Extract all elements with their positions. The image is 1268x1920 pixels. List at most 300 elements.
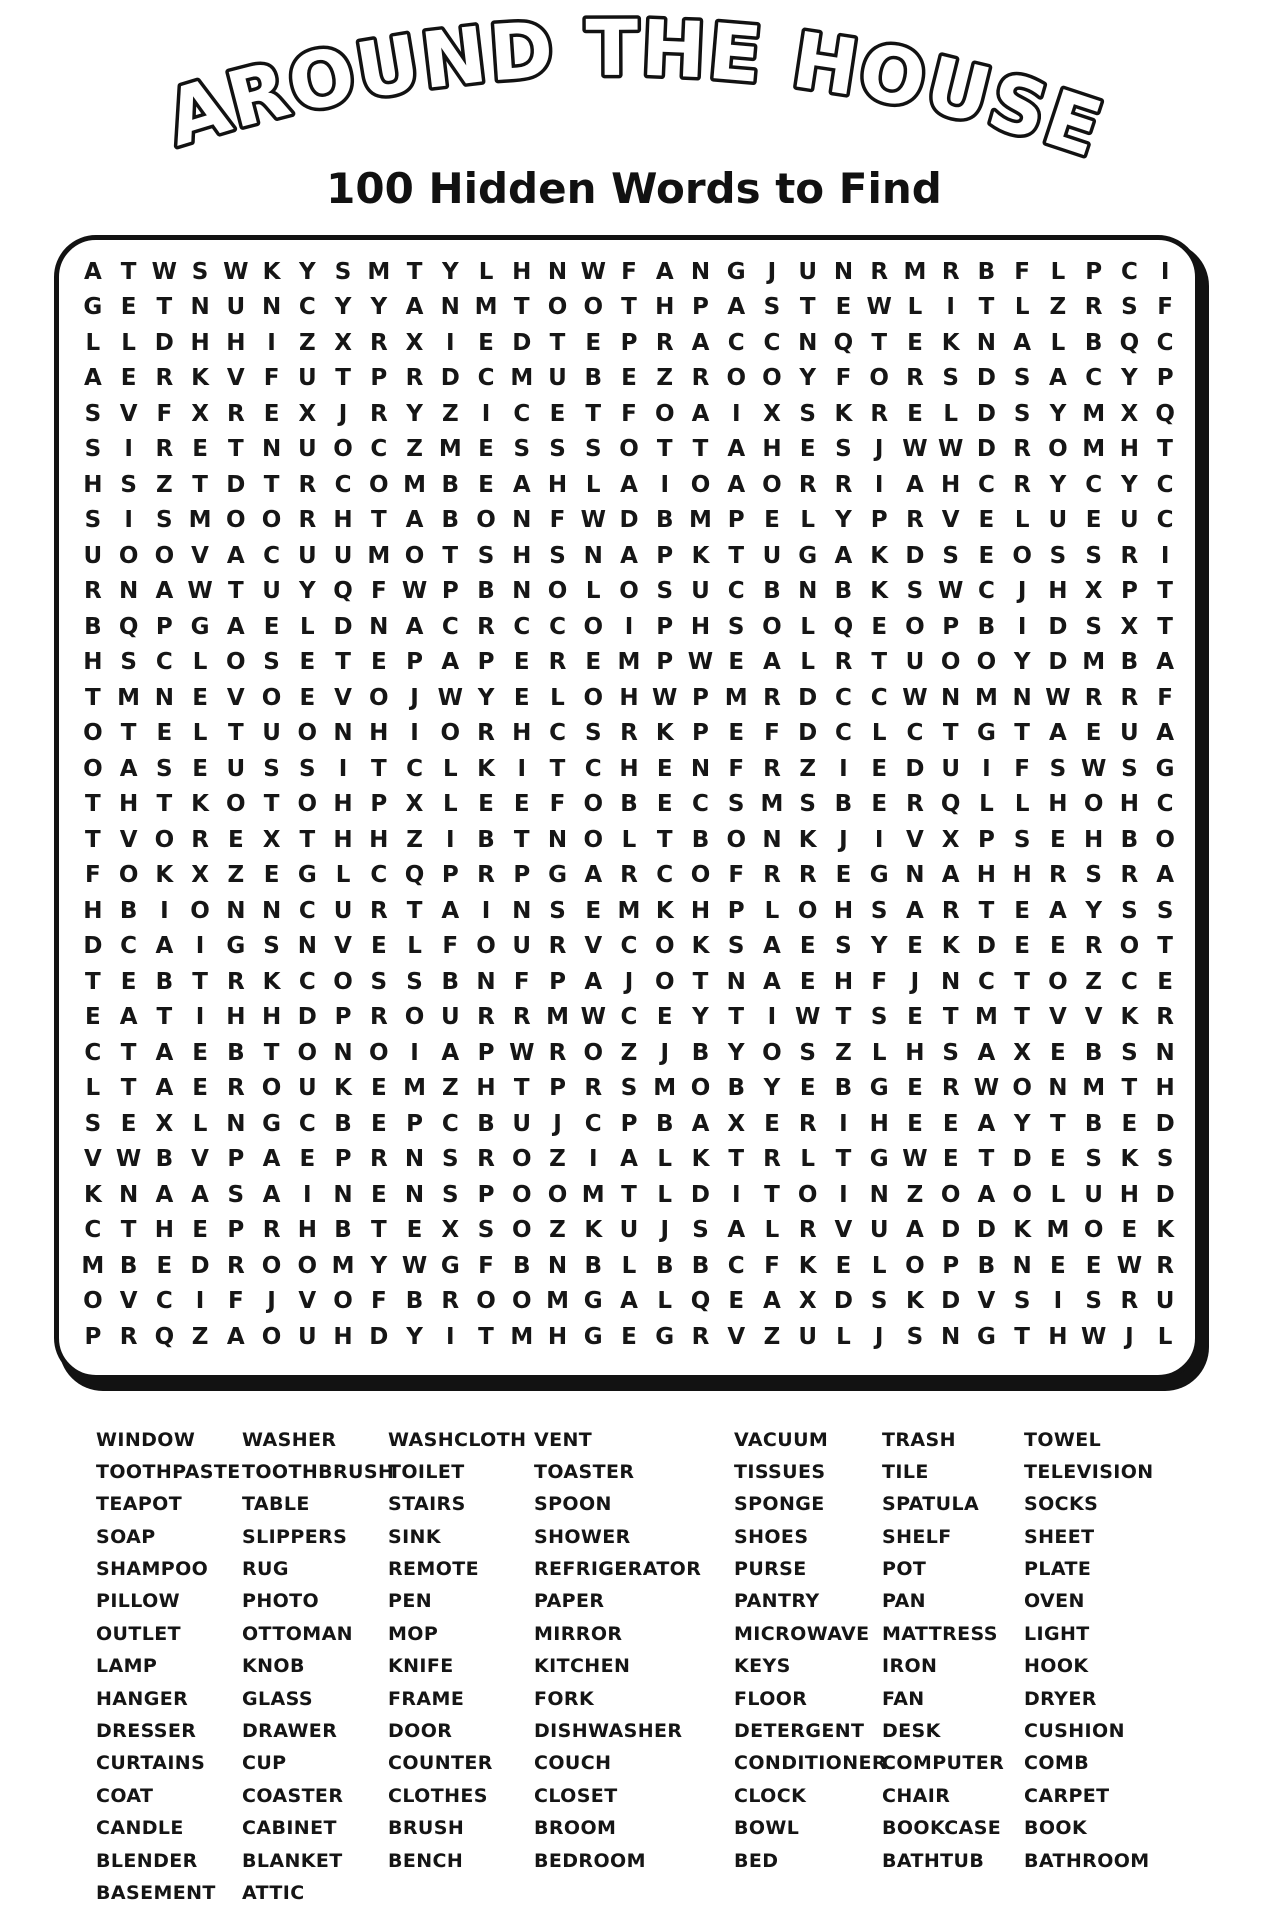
word-item: SHELF [882,1525,952,1548]
grid-cell: J [1125,1323,1134,1350]
grid-cell: D [690,1181,711,1208]
grid-cell: W [902,684,928,711]
grid-cell: R [834,649,853,676]
grid-cell: L [800,1146,816,1173]
grid-cell: R [477,862,495,889]
grid-cell: H [547,1323,568,1350]
grid-cell: A [155,578,174,605]
grid-cell: U [297,365,317,392]
grid-cell: L [871,720,887,747]
grid-cell: H [118,791,139,818]
grid-cell: O [333,436,353,463]
grid-cell: Z [156,471,173,498]
grid-cell: O [1012,1181,1032,1208]
grid-cell: C [835,720,852,747]
grid-cell: N [512,578,532,605]
grid-cell: H [83,649,103,676]
grid-cell: E [549,400,566,427]
grid-cell: D [440,365,460,392]
grid-cell: N [440,294,460,321]
grid-cell: H [1048,578,1068,605]
grid-cell: X [1013,1039,1032,1066]
grid-cell: L [442,791,458,818]
grid-cell: R [798,471,817,498]
grid-cell: U [762,542,782,569]
grid-cell: P [942,1252,960,1279]
grid-cell: C [977,578,995,605]
grid-cell: E [871,755,888,782]
grid-cell: T [549,329,566,356]
grid-cell: A [155,1075,174,1102]
grid-cell: S [1049,755,1067,782]
grid-cell: J [660,1217,670,1244]
grid-cell: L [800,613,816,640]
grid-cell: M [1082,649,1106,676]
grid-cell: O [547,578,568,605]
word-item: BATHTUB [882,1849,985,1872]
grid-cell: R [119,1323,138,1350]
grid-cell: B [834,578,853,605]
grid-cell: N [583,542,603,569]
word-item: TOOTHBRUSH [242,1460,395,1483]
grid-cell: Z [298,329,316,356]
page-subtitle: 100 Hidden Words to Find [326,164,942,213]
word-item: SHAMPOO [96,1558,209,1581]
grid-cell: O [905,613,925,640]
word-item: OUTLET [96,1622,181,1645]
grid-cell: P [656,542,674,569]
word-item: COUCH [534,1752,612,1775]
grid-cell: E [907,1075,923,1102]
grid-cell: K [798,826,817,853]
grid-cell: N [154,684,174,711]
grid-cell: R [155,365,174,392]
grid-cell: L [764,1217,780,1244]
grid-cell: A [119,1004,138,1031]
grid-cell: M [617,649,641,676]
grid-cell: R [1156,1252,1174,1279]
grid-cell: Q [118,613,139,640]
grid-cell: N [547,1252,568,1279]
grid-cell: C [155,1288,173,1315]
grid-cell: H [261,1004,282,1031]
word-item: TOASTER [534,1460,635,1483]
grid-cell: T [442,542,459,569]
grid-cell: L [85,1075,101,1102]
grid-cell: O [1048,436,1068,463]
grid-cell: T [585,400,602,427]
grid-cell: O [83,755,103,782]
grid-cell: U [905,649,925,676]
grid-cell: F [549,507,566,534]
grid-cell: T [1157,436,1173,463]
grid-cell: I [874,826,884,853]
grid-cell: B [727,1075,745,1102]
grid-cell: H [1048,1323,1068,1350]
grid-cell: R [763,1146,781,1173]
grid-cell: W [580,1004,606,1031]
grid-cell: F [871,968,888,995]
grid-cell: O [797,1181,818,1208]
grid-cell: F [621,258,637,285]
grid-cell: B [84,613,102,640]
grid-cell: B [763,578,781,605]
grid-cell: L [585,578,601,605]
grid-cell: S [799,1039,816,1066]
grid-cell: L [800,507,816,534]
grid-cell: L [657,1146,673,1173]
grid-cell: A [834,542,853,569]
grid-cell: K [1013,1217,1032,1244]
grid-cell: E [1014,897,1031,924]
grid-cell: F [370,578,387,605]
grid-cell: I [446,826,455,853]
grid-cell: D [154,329,174,356]
grid-cell: W [687,649,714,676]
grid-cell: B [227,1039,245,1066]
grid-cell: Q [333,578,353,605]
grid-cell: P [692,720,709,747]
grid-cell: T [1014,720,1030,747]
grid-cell: T [692,968,709,995]
grid-cell: E [835,1252,852,1279]
word-item: TOWEL [1024,1428,1102,1451]
grid-cell: A [977,1039,996,1066]
grid-cell: H [619,684,639,711]
grid-cell: E [478,436,494,463]
grid-cell: A [1156,649,1175,676]
grid-cell: T [942,720,959,747]
grid-cell: O [297,1039,318,1066]
grid-cell: E [1121,1217,1138,1244]
word-item: STAIRS [388,1493,466,1516]
grid-cell: S [1085,613,1102,640]
grid-cell: S [84,507,102,534]
grid-cell: L [907,294,923,321]
grid-cell: G [583,1323,603,1350]
grid-cell: U [297,1075,317,1102]
grid-cell: C [620,1004,638,1031]
grid-cell: S [549,436,566,463]
grid-cell: A [262,1181,281,1208]
grid-cell: C [263,542,281,569]
word-item: FLOOR [734,1687,808,1710]
grid-cell: O [1155,826,1175,853]
word-item: SOCKS [1024,1493,1099,1516]
grid-cell: T [335,649,351,676]
header [0,0,1268,213]
grid-cell: J [874,436,884,463]
grid-cell: F [156,400,173,427]
grid-cell: P [370,365,388,392]
grid-cell: A [763,649,781,676]
grid-cell: O [583,613,604,640]
grid-cell: W [973,1075,1000,1102]
grid-cell: S [441,1181,459,1208]
grid-cell: P [441,862,459,889]
grid-cell: N [1048,1075,1068,1102]
grid-cell: E [120,968,137,995]
word-item: REMOTE [388,1558,480,1581]
grid-cell: P [441,578,459,605]
grid-cell: U [262,578,281,605]
grid-cell: R [298,471,317,498]
grid-cell: R [477,613,495,640]
grid-cell: L [1014,294,1030,321]
grid-cell: A [405,613,424,640]
word-item: BOOKCASE [882,1817,1002,1840]
grid-cell: E [156,720,173,747]
grid-cell: G [976,720,996,747]
grid-cell: T [1014,1004,1030,1031]
grid-cell: I [338,755,348,782]
grid-cell: A [763,968,781,995]
grid-cell: V [119,400,138,427]
grid-cell: U [941,755,961,782]
grid-cell: U [83,542,103,569]
grid-cell: S [763,294,781,321]
grid-cell: X [155,1110,174,1137]
grid-cell: S [334,258,352,285]
grid-cell: W [401,578,428,605]
grid-cell: M [1046,1217,1070,1244]
grid-cell: R [369,1146,388,1173]
grid-cell: O [369,1039,389,1066]
grid-cell: E [764,1110,780,1137]
grid-cell: S [799,400,816,427]
grid-cell: G [262,1110,282,1137]
grid-cell: A [1013,329,1032,356]
grid-cell: T [227,436,244,463]
grid-cell: O [690,862,711,889]
grid-cell: F [835,365,852,392]
grid-cell: S [191,258,209,285]
grid-cell: N [512,897,532,924]
grid-cell: E [728,720,745,747]
grid-cell: B [1084,329,1103,356]
grid-cell: A [906,471,924,498]
grid-cell: E [907,1110,923,1137]
word-item: BASEMENT [96,1881,216,1904]
grid-cell: S [84,1110,102,1137]
grid-cell: Y [1049,471,1067,498]
grid-cell: E [120,365,137,392]
grid-cell: T [871,649,888,676]
grid-cell: G [655,1323,675,1350]
grid-cell: E [799,968,816,995]
grid-cell: U [619,1217,639,1244]
grid-cell: Q [1119,329,1140,356]
grid-cell: R [834,471,853,498]
grid-cell: O [797,897,818,924]
grid-cell: R [655,329,674,356]
grid-cell: S [120,471,137,498]
grid-cell: A [906,1217,924,1244]
grid-cell: T [871,329,888,356]
grid-cell: E [192,1217,208,1244]
grid-cell: L [1014,507,1030,534]
grid-cell: P [1085,258,1103,285]
grid-cell: K [941,329,960,356]
grid-cell: E [370,649,387,676]
grid-cell: C [84,1217,102,1244]
grid-cell: J [839,826,848,853]
grid-cell: T [227,578,244,605]
grid-cell: C [477,365,495,392]
grid-cell: S [1013,400,1031,427]
grid-cell: I [731,400,741,427]
grid-cell: E [871,791,888,818]
word-item: FAN [882,1687,925,1710]
grid-cell: H [369,720,389,747]
grid-cell: D [798,684,818,711]
grid-cell: T [1014,968,1030,995]
grid-cell: C [84,1039,102,1066]
grid-cell: D [1155,1181,1175,1208]
grid-cell: J [267,1288,276,1315]
grid-cell: A [441,649,460,676]
grid-cell: M [188,507,212,534]
word-item: BEDROOM [534,1849,646,1872]
grid-cell: O [1012,542,1032,569]
grid-cell: S [549,897,566,924]
grid-cell: H [476,1075,496,1102]
grid-cell: E [192,436,208,463]
grid-cell: E [978,542,995,569]
grid-cell: Y [799,365,817,392]
grid-cell: L [478,258,494,285]
grid-cell: U [1048,507,1068,534]
grid-cell: G [976,1323,996,1350]
grid-cell: L [657,1181,673,1208]
grid-cell: I [1053,1288,1063,1315]
grid-cell: O [511,1181,532,1208]
grid-cell: R [1120,1288,1139,1315]
grid-cell: C [656,862,674,889]
grid-cell: A [1048,720,1067,747]
grid-cell: S [584,720,602,747]
grid-cell: R [1156,1004,1174,1031]
grid-cell: E [85,1004,101,1031]
grid-cell: B [977,1252,996,1279]
grid-cell: W [652,684,678,711]
grid-cell: T [621,294,637,321]
grid-cell: K [798,1252,817,1279]
grid-cell: H [1119,1181,1139,1208]
grid-cell: S [870,1004,888,1031]
grid-cell: Y [763,1075,781,1102]
grid-cell: E [799,1075,816,1102]
grid-cell: W [401,1252,428,1279]
word-item: SPONGE [734,1493,825,1516]
word-item: CABINET [242,1817,337,1840]
grid-cell: I [1160,258,1170,285]
grid-cell: Y [870,933,888,960]
grid-cell: E [621,365,637,392]
grid-cell: J [767,258,777,285]
grid-cell: S [156,755,173,782]
grid-cell: L [764,897,780,924]
grid-cell: D [619,507,639,534]
grid-cell: P [406,1110,423,1137]
grid-cell: S [1121,294,1138,321]
grid-cell: N [226,897,246,924]
word-list-column [882,1424,1024,1910]
grid-cell: K [1156,1217,1175,1244]
grid-cell: Z [406,826,423,853]
grid-cell: H [226,1004,246,1031]
grid-cell: E [1050,1252,1066,1279]
grid-cell: S [906,578,924,605]
word-search-grid [54,235,1200,1380]
grid-cell: R [1084,933,1103,960]
grid-cell: V [727,1323,746,1350]
grid-cell: N [905,862,925,889]
grid-cell: Z [1049,294,1067,321]
grid-cell: C [727,329,745,356]
grid-cell: N [547,826,568,853]
grid-cell: V [834,1217,853,1244]
grid-cell: L [943,400,958,427]
grid-cell: Y [1085,897,1102,924]
grid-cell: O [261,1323,282,1350]
grid-cell: K [655,720,674,747]
grid-cell: N [690,258,711,285]
grid-cell: M [1082,436,1106,463]
grid-cell: R [1120,862,1139,889]
grid-cell: P [334,1004,352,1031]
grid-cell: E [728,1288,745,1315]
grid-cell: M [1082,400,1106,427]
grid-cell: E [263,400,280,427]
grid-cell: N [226,1110,246,1137]
grid-cell: R [798,1110,817,1137]
grid-cell: S [1156,1146,1174,1173]
grid-cell: H [1119,436,1139,463]
grid-cell: U [512,933,532,960]
word-item: HANGER [96,1687,189,1710]
grid-cell: I [481,897,491,924]
grid-cell: O [762,1039,782,1066]
word-item: BATHROOM [1024,1849,1150,1872]
grid-cell: B [691,826,710,853]
grid-cell: T [799,294,816,321]
word-item: BOWL [734,1817,800,1840]
grid-cell: S [906,1323,924,1350]
svg-text:AROUND THE HOUSE [157,5,1113,176]
grid-cell: C [549,720,566,747]
grid-cell: U [1120,720,1139,747]
grid-cell: X [334,329,352,356]
grid-cell: U [297,1323,317,1350]
grid-cell: R [691,365,710,392]
grid-cell: O [261,1252,282,1279]
grid-cell: H [333,826,353,853]
grid-cell: H [655,294,675,321]
grid-cell: U [691,578,710,605]
grid-cell: K [83,1181,102,1208]
grid-cell: T [406,897,423,924]
grid-cell: D [976,365,996,392]
word-item: DETERGENT [734,1720,865,1743]
grid-cell: P [155,613,173,640]
grid-cell: A [119,755,138,782]
grid-cell: E [1085,507,1102,534]
grid-cell: E [871,613,888,640]
grid-cell: M [81,1252,105,1279]
grid-cell: T [478,1323,494,1350]
grid-cell: Z [406,436,423,463]
